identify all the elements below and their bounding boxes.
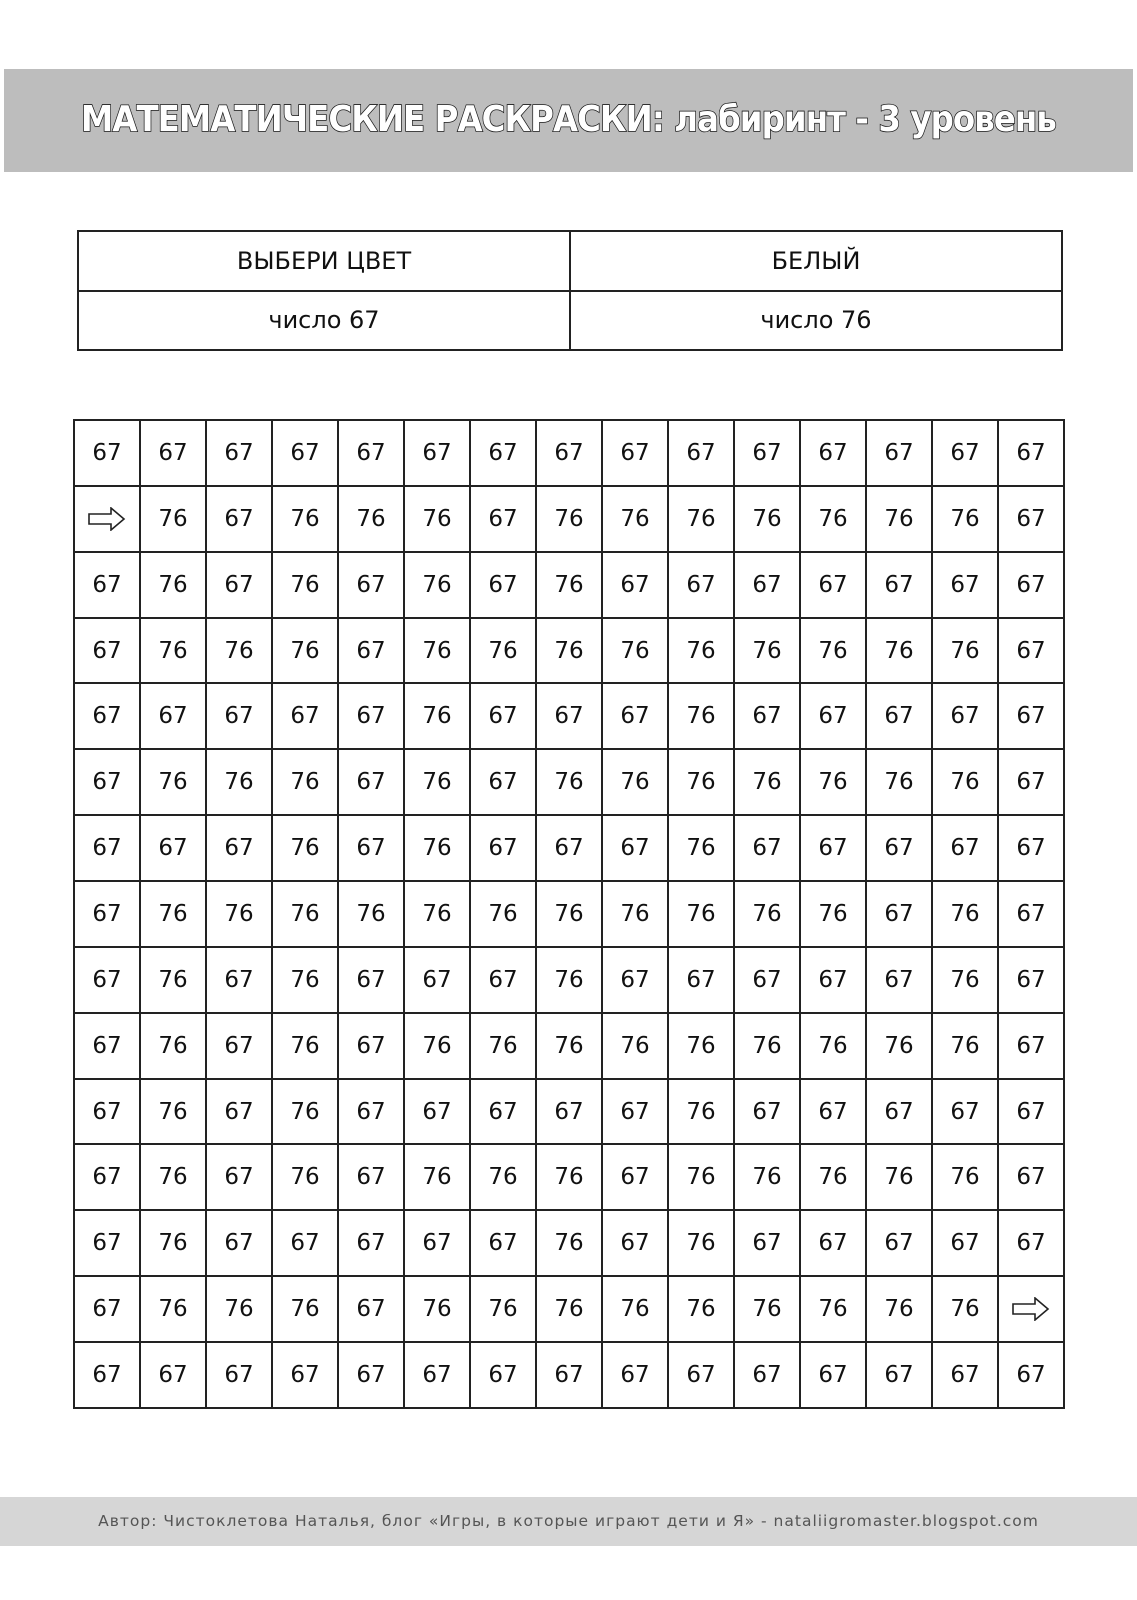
maze-cell[interactable]: 76 [932,1144,998,1210]
maze-cell[interactable]: 76 [536,486,602,552]
maze-cell[interactable]: 67 [74,420,140,486]
maze-cell[interactable]: 67 [470,1342,536,1408]
maze-cell[interactable]: 76 [668,1144,734,1210]
maze-cell[interactable]: 76 [800,1013,866,1079]
maze-cell[interactable]: 76 [866,1276,932,1342]
maze-row [74,1210,1064,1276]
maze-cell[interactable]: 76 [800,1276,866,1342]
maze-cell[interactable]: 76 [734,881,800,947]
maze-cell[interactable]: 67 [206,1342,272,1408]
maze-cell[interactable]: 67 [74,947,140,1013]
maze-cell[interactable]: 67 [140,683,206,749]
maze-cell[interactable]: 76 [404,815,470,881]
maze-cell[interactable]: 67 [470,486,536,552]
maze-cell[interactable]: 76 [932,1276,998,1342]
maze-cell[interactable]: 76 [734,1013,800,1079]
maze-cell[interactable]: 67 [206,420,272,486]
maze-cell[interactable]: 76 [404,1013,470,1079]
maze-cell[interactable]: 67 [734,947,800,1013]
maze-cell[interactable]: 67 [272,683,338,749]
maze-row [74,1013,1064,1079]
maze-cell[interactable]: 67 [338,1342,404,1408]
maze-cell[interactable]: 67 [338,749,404,815]
maze-cell[interactable]: 67 [206,947,272,1013]
maze-cell[interactable]: 76 [140,486,206,552]
maze-cell[interactable]: 67 [932,420,998,486]
maze-cell[interactable]: 76 [470,1013,536,1079]
maze-cell[interactable]: 76 [734,1144,800,1210]
maze-cell[interactable]: 76 [404,881,470,947]
maze-cell[interactable]: 76 [272,749,338,815]
maze-cell[interactable]: 67 [404,1342,470,1408]
maze-cell[interactable]: 76 [272,815,338,881]
maze-cell[interactable]: 76 [272,1013,338,1079]
maze-cell[interactable]: 76 [272,1276,338,1342]
maze-cell[interactable]: 67 [74,815,140,881]
maze-cell[interactable]: 76 [734,486,800,552]
maze-cell[interactable]: 67 [602,947,668,1013]
maze-cell[interactable]: 67 [866,683,932,749]
maze-cell[interactable]: 76 [140,1276,206,1342]
page-title: МАТЕМАТИЧЕСКИЕ РАСКРАСКИ: лабиринт - 3 уровень [80,99,1057,140]
maze-row [74,1144,1064,1210]
maze-cell[interactable]: 76 [140,618,206,684]
maze-cell[interactable]: 76 [404,486,470,552]
color-key-value-67: число 67 [78,291,570,351]
maze-cell[interactable]: 67 [866,1210,932,1276]
maze-cell[interactable]: 76 [932,1013,998,1079]
maze-cell[interactable]: 76 [206,881,272,947]
maze-cell[interactable]: 67 [800,683,866,749]
maze-cell[interactable]: 76 [404,749,470,815]
maze-cell[interactable]: 67 [74,1210,140,1276]
maze-cell[interactable]: 67 [866,420,932,486]
maze-cell[interactable]: 67 [800,1342,866,1408]
maze-cell[interactable]: 67 [998,815,1064,881]
maze-cell[interactable]: 67 [338,618,404,684]
maze-cell[interactable]: 67 [74,1342,140,1408]
maze-row [74,552,1064,618]
maze-cell[interactable]: 67 [734,1210,800,1276]
footer-credit: Автор: Чистоклетова Наталья, блог «Игры, в которые играют дети и Я» - nataliigromaster.blogspot.com [98,1512,1039,1530]
maze-cell[interactable]: 67 [338,683,404,749]
maze-cell[interactable]: 76 [140,1210,206,1276]
maze-cell[interactable]: 76 [536,1013,602,1079]
maze-cell[interactable]: 76 [140,881,206,947]
maze-cell[interactable]: 76 [140,1079,206,1145]
maze-cell[interactable]: 67 [734,1342,800,1408]
maze-cell[interactable]: 76 [536,881,602,947]
maze-cell[interactable]: 67 [74,1144,140,1210]
maze-cell[interactable]: 67 [536,815,602,881]
maze-cell[interactable]: 67 [338,552,404,618]
maze-cell[interactable]: 76 [800,749,866,815]
maze-cell[interactable]: 67 [74,881,140,947]
maze-cell[interactable]: 67 [998,749,1064,815]
maze-cell[interactable]: 67 [536,420,602,486]
maze-cell[interactable]: 76 [272,618,338,684]
maze-cell[interactable]: 67 [338,1079,404,1145]
maze-cell[interactable]: 67 [866,1342,932,1408]
maze-cell[interactable]: 67 [800,1210,866,1276]
maze-cell[interactable]: 76 [932,486,998,552]
maze-cell[interactable]: 67 [734,1079,800,1145]
maze-cell[interactable]: 67 [932,1210,998,1276]
maze-cell[interactable]: 76 [536,552,602,618]
maze-cell[interactable]: 76 [668,815,734,881]
maze-cell[interactable]: 67 [800,552,866,618]
maze-cell[interactable]: 67 [800,420,866,486]
maze-cell[interactable]: 76 [206,1276,272,1342]
maze-cell[interactable]: 67 [470,749,536,815]
maze-cell[interactable]: 76 [206,618,272,684]
maze-cell[interactable]: 67 [272,1342,338,1408]
maze-row [74,486,1064,552]
maze-cell[interactable]: 76 [668,1013,734,1079]
maze-cell[interactable]: 76 [668,618,734,684]
maze-cell[interactable]: 67 [470,420,536,486]
maze-cell[interactable]: 67 [932,552,998,618]
maze-cell[interactable]: 76 [140,1144,206,1210]
maze-row [74,683,1064,749]
color-key-table [77,230,1063,351]
maze-cell[interactable]: 76 [602,881,668,947]
maze-cell[interactable]: 76 [866,1144,932,1210]
maze-cell[interactable]: 67 [932,1079,998,1145]
maze-cell[interactable]: 67 [74,749,140,815]
maze-cell[interactable]: 67 [206,1144,272,1210]
maze-cell[interactable]: 67 [998,683,1064,749]
maze-cell[interactable]: 67 [998,618,1064,684]
maze-cell[interactable]: 67 [734,683,800,749]
maze-grid [73,419,1065,1409]
maze-cell[interactable]: 67 [338,947,404,1013]
maze-cell[interactable]: 76 [602,618,668,684]
maze-cell[interactable]: 67 [404,1210,470,1276]
maze-cell[interactable]: 76 [668,881,734,947]
maze-cell[interactable]: 67 [206,1079,272,1145]
maze-cell[interactable]: 67 [272,1210,338,1276]
maze-cell[interactable]: 67 [206,1013,272,1079]
maze-row [74,420,1064,486]
maze-cell[interactable]: 76 [272,947,338,1013]
maze-cell[interactable]: 67 [536,683,602,749]
maze-cell[interactable]: 76 [404,1144,470,1210]
maze-cell[interactable]: 67 [800,1079,866,1145]
maze-row [74,749,1064,815]
maze-cell[interactable]: 67 [866,1079,932,1145]
maze-cell[interactable]: 67 [866,947,932,1013]
maze-cell[interactable]: 67 [866,552,932,618]
maze-cell[interactable]: 67 [404,947,470,1013]
maze-cell[interactable]: 76 [272,881,338,947]
maze-cell[interactable]: 67 [206,1210,272,1276]
maze-cell[interactable]: 67 [602,552,668,618]
maze-cell[interactable]: 76 [800,486,866,552]
maze-start-cell [74,486,140,552]
maze-cell[interactable]: 67 [602,1342,668,1408]
maze-cell[interactable]: 67 [998,1144,1064,1210]
maze-cell[interactable]: 76 [536,1276,602,1342]
maze-cell[interactable]: 76 [206,749,272,815]
maze-cell[interactable]: 76 [668,1079,734,1145]
maze-cell[interactable]: 67 [668,552,734,618]
maze-cell[interactable]: 67 [668,947,734,1013]
maze-cell[interactable]: 67 [470,683,536,749]
maze-cell[interactable]: 67 [140,420,206,486]
maze-cell[interactable]: 76 [140,749,206,815]
maze-cell[interactable]: 67 [140,1342,206,1408]
maze-cell[interactable]: 67 [338,420,404,486]
maze-cell[interactable]: 76 [800,881,866,947]
maze-cell[interactable]: 67 [602,815,668,881]
maze-cell[interactable]: 76 [866,749,932,815]
maze-cell[interactable]: 67 [668,1342,734,1408]
maze-cell[interactable]: 76 [404,1276,470,1342]
maze-cell[interactable]: 76 [932,749,998,815]
maze-cell[interactable]: 67 [998,1013,1064,1079]
maze-cell[interactable]: 76 [932,881,998,947]
maze-cell[interactable]: 76 [470,1144,536,1210]
maze-cell[interactable]: 67 [338,1276,404,1342]
maze-cell[interactable]: 76 [272,552,338,618]
maze-cell[interactable]: 76 [866,1013,932,1079]
maze-cell[interactable]: 76 [734,618,800,684]
maze-cell[interactable]: 67 [734,552,800,618]
maze-cell[interactable]: 67 [998,420,1064,486]
maze-row [74,947,1064,1013]
maze-row [74,881,1064,947]
maze-cell[interactable]: 67 [74,1276,140,1342]
title-banner [4,69,1133,172]
maze-cell[interactable]: 67 [998,947,1064,1013]
maze-cell[interactable]: 76 [272,1079,338,1145]
color-key-header-white: БЕЛЫЙ [570,231,1062,291]
maze-cell[interactable]: 67 [206,683,272,749]
maze-cell[interactable]: 67 [470,815,536,881]
maze-cell[interactable]: 67 [932,815,998,881]
maze-cell[interactable]: 76 [536,947,602,1013]
maze-cell[interactable]: 76 [536,749,602,815]
maze-cell[interactable]: 67 [140,815,206,881]
maze-cell[interactable]: 67 [734,815,800,881]
maze-cell[interactable]: 76 [536,618,602,684]
maze-cell[interactable]: 67 [206,552,272,618]
color-key-header-row [78,231,1062,291]
maze-cell[interactable]: 67 [602,1210,668,1276]
maze-cell[interactable]: 76 [866,486,932,552]
maze-cell[interactable]: 76 [668,683,734,749]
maze-cell[interactable]: 67 [74,618,140,684]
maze-cell[interactable]: 76 [338,486,404,552]
maze-cell[interactable]: 67 [74,683,140,749]
maze-cell[interactable]: 67 [668,420,734,486]
maze-cell[interactable]: 67 [998,881,1064,947]
maze-cell[interactable]: 67 [404,1079,470,1145]
maze-cell[interactable]: 67 [866,815,932,881]
maze-cell[interactable]: 76 [470,1276,536,1342]
maze-cell[interactable]: 67 [338,1210,404,1276]
maze-cell[interactable]: 67 [338,815,404,881]
maze-cell[interactable]: 76 [140,1013,206,1079]
maze-cell[interactable]: 76 [734,749,800,815]
maze-cell[interactable]: 67 [998,552,1064,618]
maze-cell[interactable]: 76 [734,1276,800,1342]
maze-cell[interactable]: 67 [602,1144,668,1210]
maze-cell[interactable]: 76 [536,1144,602,1210]
maze-cell[interactable]: 67 [470,947,536,1013]
footer-bar [0,1497,1137,1546]
maze-cell[interactable]: 67 [206,486,272,552]
maze-cell[interactable]: 67 [998,1210,1064,1276]
maze-cell[interactable]: 67 [470,1210,536,1276]
color-key-value-row [78,291,1062,351]
maze-cell[interactable]: 67 [998,1079,1064,1145]
maze-cell[interactable]: 76 [602,486,668,552]
maze-cell[interactable]: 76 [668,1210,734,1276]
maze-cell[interactable]: 67 [338,1013,404,1079]
maze-row [74,1342,1064,1408]
maze-cell[interactable]: 67 [998,1342,1064,1408]
maze-cell[interactable]: 67 [602,683,668,749]
maze-cell[interactable]: 76 [470,618,536,684]
maze-cell[interactable]: 76 [272,1144,338,1210]
maze-cell[interactable]: 76 [140,552,206,618]
maze-row [74,618,1064,684]
maze-cell[interactable]: 76 [536,1210,602,1276]
maze-cell[interactable]: 76 [668,486,734,552]
maze-cell[interactable]: 67 [602,420,668,486]
maze-cell[interactable]: 67 [998,486,1064,552]
maze-cell[interactable]: 76 [932,947,998,1013]
maze-cell[interactable]: 76 [602,1276,668,1342]
maze-cell[interactable]: 76 [338,881,404,947]
maze-cell[interactable]: 76 [932,618,998,684]
maze-row [74,1079,1064,1145]
maze-cell[interactable]: 76 [404,683,470,749]
maze-cell[interactable]: 67 [338,1144,404,1210]
maze-cell[interactable]: 76 [602,749,668,815]
maze-cell[interactable]: 67 [932,683,998,749]
maze-row [74,815,1064,881]
maze-cell[interactable]: 76 [404,618,470,684]
maze-end-cell [998,1276,1064,1342]
maze-cell[interactable]: 76 [866,618,932,684]
maze-cell[interactable]: 76 [668,749,734,815]
maze-cell[interactable]: 76 [602,1013,668,1079]
maze-cell[interactable]: 67 [74,1079,140,1145]
maze-cell[interactable]: 76 [668,1276,734,1342]
maze-cell[interactable]: 67 [602,1079,668,1145]
maze-cell[interactable]: 67 [866,881,932,947]
color-key-value-76: число 76 [570,291,1062,351]
maze-cell[interactable]: 67 [800,815,866,881]
maze-cell[interactable]: 67 [404,420,470,486]
maze-cell[interactable]: 76 [470,881,536,947]
maze-cell[interactable]: 67 [470,1079,536,1145]
maze-cell[interactable]: 67 [932,1342,998,1408]
maze-cell[interactable]: 67 [470,552,536,618]
maze-cell[interactable]: 67 [536,1079,602,1145]
maze-cell[interactable]: 67 [734,420,800,486]
maze-cell[interactable]: 76 [272,486,338,552]
maze-row [74,1276,1064,1342]
maze-cell[interactable]: 76 [404,552,470,618]
color-key-header-choose: ВЫБЕРИ ЦВЕТ [78,231,570,291]
maze-cell[interactable]: 67 [74,552,140,618]
arrow-right-icon [75,507,139,531]
maze-cell[interactable]: 76 [140,947,206,1013]
maze-cell[interactable]: 67 [800,947,866,1013]
maze-cell[interactable]: 67 [272,420,338,486]
maze-cell[interactable]: 67 [74,1013,140,1079]
arrow-right-icon [999,1297,1063,1321]
maze-cell[interactable]: 76 [800,618,866,684]
maze-cell[interactable]: 67 [206,815,272,881]
maze-cell[interactable]: 67 [536,1342,602,1408]
maze-cell[interactable]: 76 [800,1144,866,1210]
